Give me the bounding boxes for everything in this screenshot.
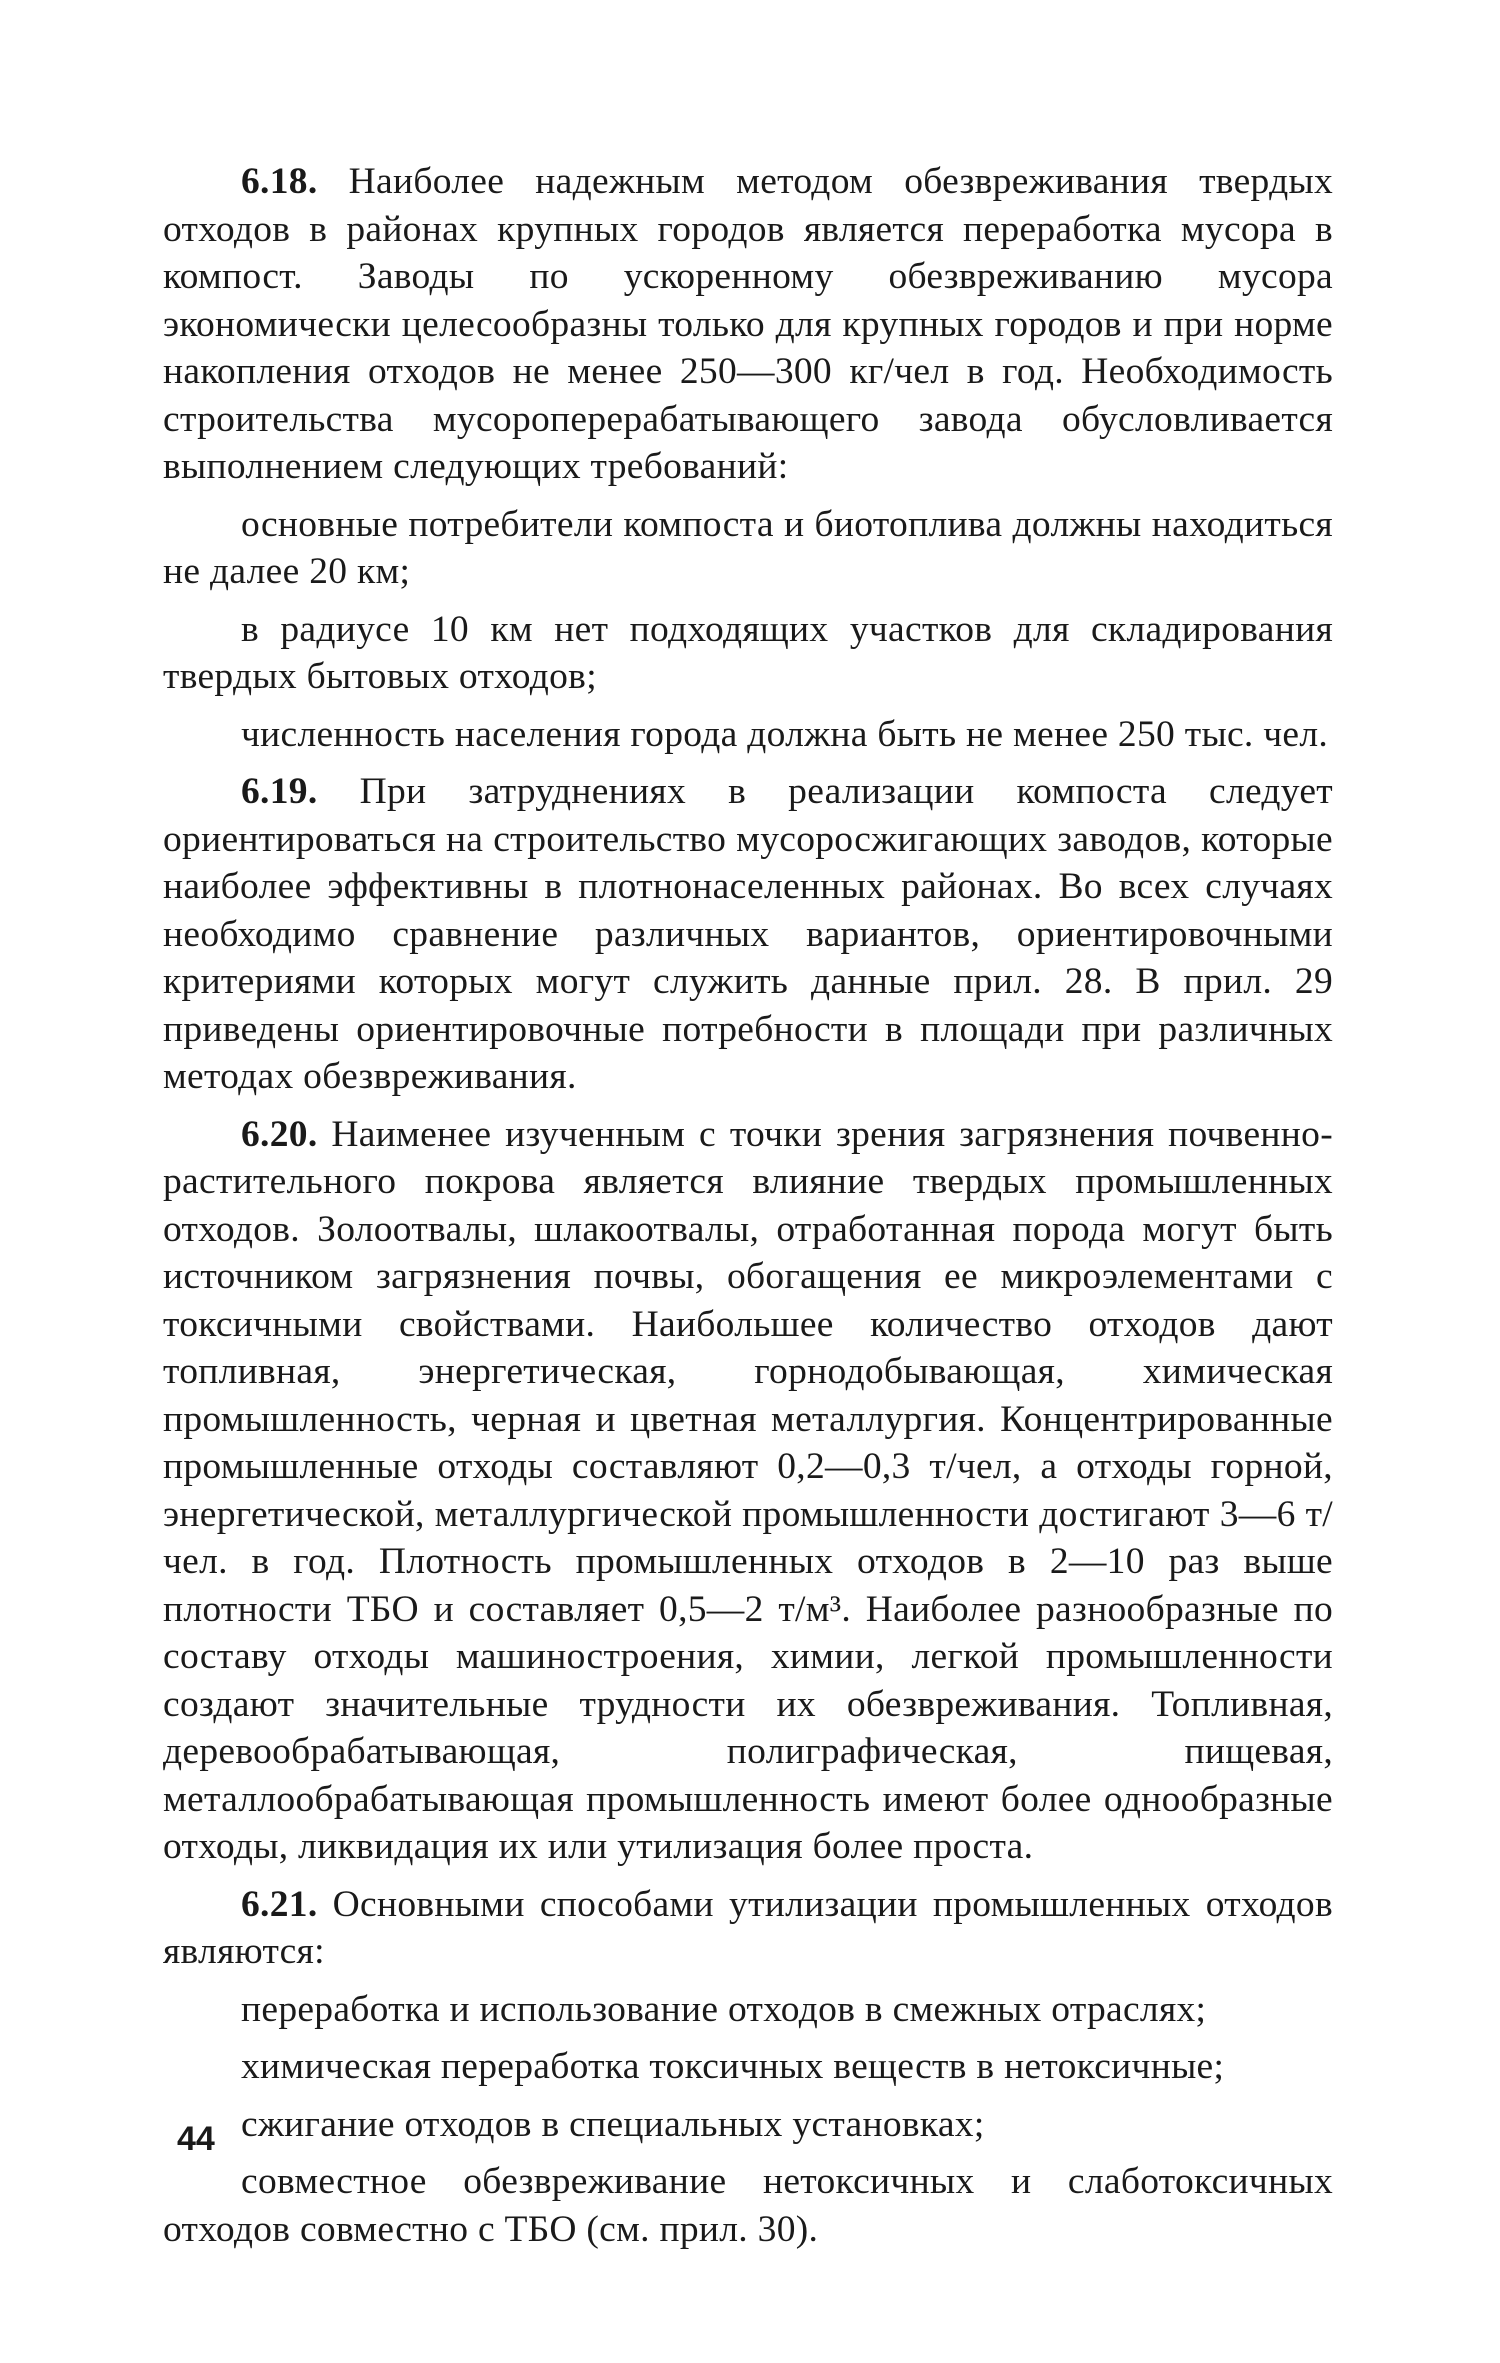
paragraph-text: Наименее изученным с точки зрения загрязнения почвенно-растительного покрова является влияние твердых промышленных отходов. Золоотвалы, шлакоотвалы, отработанная порода могут быть источником загрязнения почвы, обогащения ее микроэлементами с токсичными свойствами. Наибольшее количество отходов дают топливная, энергетическая, горнодобывающая, химическая промышленность, черная и цветная металлургия. Концентрированные промышленные отходы составляют 0,2—0,3 т/чел, а отходы горной, энергетической, металлургической промышленности достигают 3—6 т/чел. в год. Плотность промышленных отходов в 2—10 раз выше плотности ТБО и составляет 0,5—2 т/м³. Наиболее разнообразные по составу отходы машиностроения, химии, легкой промышленности создают значительные трудности их обезвреживания. Топливная, деревообрабатывающая, полиграфическая, пищевая, металлообрабатывающая промышленность имеют более однообразные отходы, ликвидация их или утилизация более проста. [163, 1113, 1333, 1867]
section-number: 6.19. [241, 771, 318, 812]
paragraph-text: численность населения города должна быть не менее 250 тыс. чел. [241, 713, 1329, 755]
paragraph-text: сжигание отходов в специальных установках; [241, 2103, 985, 2145]
paragraph-text: При затруднениях в реализации компоста следует ориентироваться на строительство мусоросжигающих заводов, которые наиболее эффективны в плотнонаселенных районах. Во всех случаях необходимо сравнение различных вариантов, ориентировочными критериями которых могут служить данные прил. 28. В прил. 29 приведены ориентировочные потребности в площади при различных методах обезвреживания. [163, 771, 1333, 1097]
paragraph-6-18 [163, 158, 1333, 491]
requirement-item [163, 606, 1333, 701]
paragraph-text: химическая переработка токсичных веществ в нетоксичные; [241, 2046, 1225, 2087]
paragraph-6-20 [163, 1111, 1333, 1871]
paragraph-text: совместное обезвреживание нетоксичных и слаботоксичных отходов совместно с ТБО (см. прил. 30). [163, 2161, 1333, 2250]
paragraph-6-21 [163, 1881, 1333, 1976]
method-item [163, 1986, 1333, 2034]
requirement-item [163, 501, 1333, 596]
page-body [163, 158, 1333, 2253]
method-item [163, 2043, 1333, 2091]
paragraph-text: в радиусе 10 км нет подходящих участков для складирования твердых бытовых отходов; [163, 608, 1333, 697]
paragraph-text: переработка и использование отходов в смежных отраслях; [241, 1988, 1207, 2030]
method-item [163, 2101, 1333, 2149]
requirement-item [163, 711, 1333, 759]
paragraph-6-19 [163, 768, 1333, 1101]
section-number: 6.20. [241, 1113, 318, 1155]
paragraph-text: основные потребители компоста и биотоплива должны находиться не далее 20 км; [163, 503, 1333, 592]
method-item [163, 2158, 1333, 2253]
section-number: 6.21. [241, 1883, 318, 1925]
paragraph-text: Основными способами утилизации промышленных отходов являются: [163, 1883, 1333, 1972]
paragraph-text: Наиболее надежным методом обезвреживания твердых отходов в районах крупных городов является переработка мусора в компост. Заводы по ускоренному обезвреживанию мусора экономически целесообразны только для крупных городов и при норме накопления отходов не менее 250—300 кг/чел в год. Необходимость строительства мусороперерабатывающего завода обусловливается выполнением следующих требований: [163, 161, 1333, 487]
page-number: 44 [177, 2120, 215, 2158]
section-number: 6.18. [241, 161, 318, 202]
